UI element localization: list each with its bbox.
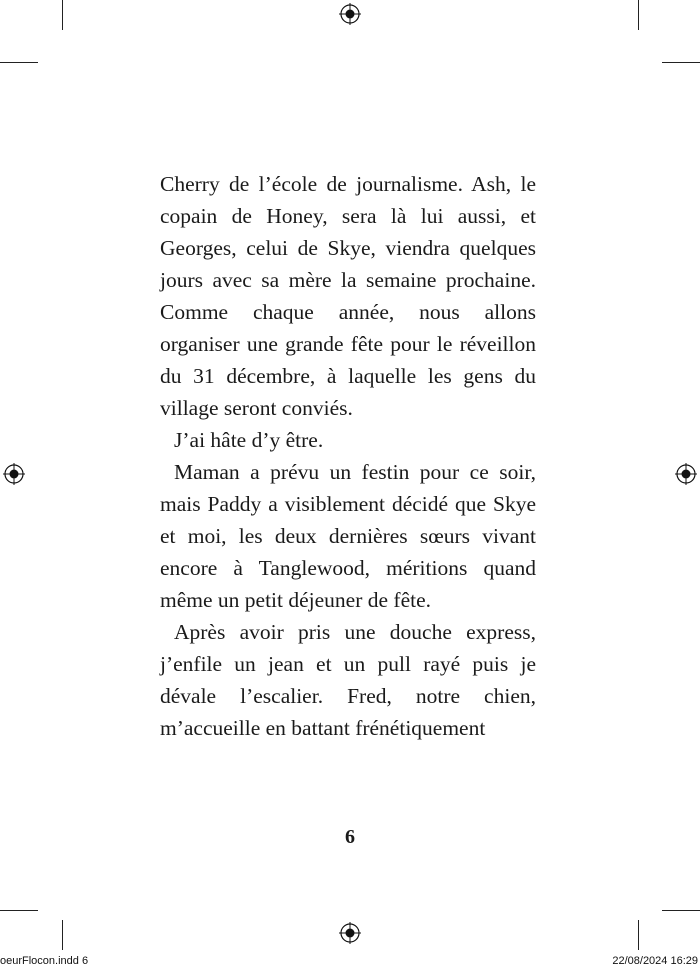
paragraph: J’ai hâte d’y être. xyxy=(174,428,324,452)
registration-mark-top-icon xyxy=(339,3,361,25)
crop-mark-bottom-left xyxy=(62,920,63,950)
registration-mark-bottom-icon xyxy=(339,922,361,944)
slug-filename: oeurFlocon.indd 6 xyxy=(0,955,89,967)
paragraph: Cherry de l’école de journalisme. Ash, le copain de Honey, sera là lui aussi, et Georges, celui de Skye, viendra quelques jours avec sa mère la semaine prochaine. Comme chaque année, nous allons organiser une grande fête pour le réveillon du 31 décembre, à laquelle les gens du village seront conviés. xyxy=(160,172,536,420)
registration-mark-right-icon xyxy=(675,463,697,485)
registration-mark-left-icon xyxy=(3,463,25,485)
paragraph: Après avoir pris une douche express, j’enfile un jean et un pull rayé puis je dévale l’escalier. Fred, notre chien, m’accueille en battant frénétiquement xyxy=(160,620,536,740)
crop-mark-bottom-right xyxy=(638,920,639,950)
crop-mark-left-top xyxy=(0,62,38,63)
crop-mark-right-bottom xyxy=(662,910,700,911)
crop-mark-top-left xyxy=(62,0,63,30)
crop-mark-top-right xyxy=(638,0,639,30)
crop-mark-right-top xyxy=(662,62,700,63)
paragraph: Maman a prévu un festin pour ce soir, mais Paddy a visiblement décidé que Skye et moi, les deux dernières sœurs vivant encore à Tanglewood, méritions quand même un petit déjeuner de fête. xyxy=(160,460,536,612)
page-number: 6 xyxy=(345,826,355,848)
slug-date: 22/08/2024 16:29 xyxy=(612,955,698,967)
body-text xyxy=(160,168,536,744)
crop-mark-left-bottom xyxy=(0,910,38,911)
